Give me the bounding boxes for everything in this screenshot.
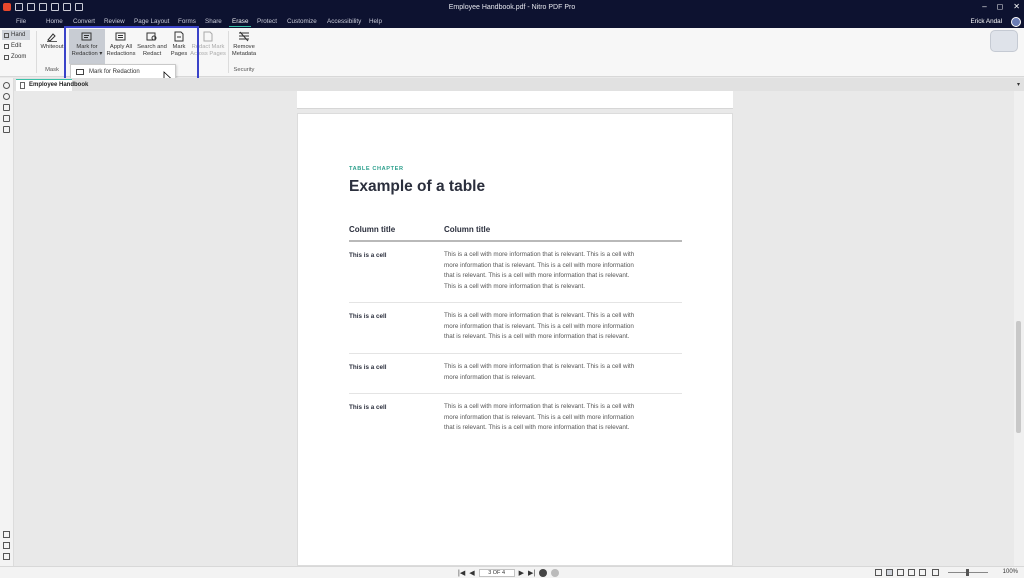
table-row-divider (349, 393, 682, 394)
remove-metadata-label-2: Metadata (231, 50, 257, 57)
column-header-1: Column title (349, 225, 396, 234)
tab-list-chevron-icon[interactable]: ▾ (1016, 82, 1020, 88)
page-number-field[interactable]: 3 OF 4 (479, 569, 515, 577)
table-cell-text (444, 250, 676, 292)
cell-line: more information that is relevant. (444, 373, 536, 381)
mark-redaction-label-1: Mark for (76, 44, 98, 50)
first-page-icon[interactable]: |◀ (458, 570, 466, 577)
group-security-label: Security (233, 67, 255, 73)
last-page-icon[interactable]: ▶| (527, 570, 536, 577)
document-icon (20, 82, 25, 89)
hand-label: Hand (11, 32, 26, 38)
cell-line: more information that is relevant. This is a cell with more information (444, 413, 634, 421)
window-title: Employee Handbook.pdf - Nitro PDF Pro (448, 4, 576, 11)
settings-icon[interactable] (3, 82, 10, 89)
remove-metadata-icon (238, 31, 250, 42)
side-tools (2, 30, 30, 63)
search-icon[interactable] (3, 93, 10, 100)
single-page-view-icon[interactable] (875, 569, 882, 576)
status-bar (0, 566, 1024, 578)
group-mask-label: Mask (45, 67, 59, 73)
scrollbar-thumb[interactable] (1016, 321, 1021, 433)
cell-line: more information that is relevant. This is a cell with more information (444, 261, 634, 269)
chapter-label: TABLE CHAPTER (349, 166, 404, 172)
dropdown-item-label: Mark for Redaction (89, 69, 140, 75)
column-header-2: Column title (444, 225, 491, 234)
cell-line: more information that is relevant. This is a cell with more information (444, 322, 634, 330)
edit-icon (4, 44, 9, 49)
fit-page-icon[interactable] (919, 569, 926, 576)
layers-icon[interactable] (3, 553, 10, 560)
whiteout-button[interactable] (39, 31, 65, 51)
maximize-button[interactable]: ◻ (996, 2, 1004, 11)
apply-all-label-2: Redactions (106, 50, 136, 57)
remove-metadata-button[interactable] (229, 31, 259, 57)
close-button[interactable]: ✕ (1013, 2, 1020, 11)
minimize-button[interactable]: – (982, 2, 987, 11)
redact-across-label-2: Across Pages (190, 50, 226, 57)
zoom-level[interactable]: 100% (1002, 569, 1018, 575)
document-tab-strip (14, 78, 1024, 91)
cell-line: that is relevant. This is a cell with more information that is relevant. (444, 272, 630, 280)
page-title: Example of a table (349, 178, 486, 195)
table-cell-text (444, 311, 676, 343)
previous-page-icon[interactable]: ◀ (469, 570, 475, 577)
table-cell-label: This is a cell (349, 313, 387, 320)
continuous-view-icon[interactable] (886, 569, 893, 576)
menu-erase[interactable]: Erase (232, 18, 249, 25)
table-cell-label: This is a cell (349, 404, 387, 411)
mark-redaction-label-2: Redaction (71, 50, 98, 57)
table-cell-text (444, 402, 676, 434)
assistant-icon[interactable] (990, 30, 1018, 52)
cell-line: This is a cell with more information that is relevant. This is a cell with (444, 251, 635, 258)
menu-share[interactable]: Share (205, 18, 222, 25)
menu-protect[interactable]: Protect (257, 18, 277, 25)
table-cell-text (444, 362, 676, 383)
table-cell-label: This is a cell (349, 252, 387, 259)
search-redact-label-1: Search and (137, 44, 167, 50)
lock-icon[interactable] (3, 126, 10, 133)
chevron-down-icon: ▾ (97, 50, 103, 57)
whiteout-label: Whiteout (40, 44, 64, 50)
cell-line: This is a cell with more information that is relevant. This is a cell with (444, 363, 635, 370)
facing-view-icon[interactable] (897, 569, 904, 576)
hand-icon (4, 33, 9, 38)
menu-customize[interactable]: Customize (287, 18, 317, 25)
cell-line: This is a cell with more information that is relevant. (444, 282, 586, 290)
avatar[interactable] (1011, 17, 1021, 27)
redact-across-icon (202, 31, 214, 42)
next-page-icon[interactable]: ▶ (518, 570, 524, 577)
apply-all-label-1: Apply All (109, 44, 133, 50)
zoom-label: Zoom (11, 54, 27, 60)
full-screen-icon[interactable] (932, 569, 939, 576)
redact-across-label-1: Redact Mark (191, 44, 225, 50)
edit-tool[interactable] (2, 41, 30, 51)
hand-tool[interactable] (2, 30, 30, 40)
zoom-icon (4, 55, 9, 60)
menu-review[interactable]: Review (104, 18, 125, 25)
mark-pages-label-2: Pages (170, 50, 188, 57)
back-view-icon[interactable] (539, 569, 547, 577)
attachment-icon[interactable] (3, 542, 10, 549)
fit-width-icon[interactable] (908, 569, 915, 576)
forward-view-icon[interactable] (551, 569, 559, 577)
tab-employee-handbook[interactable] (16, 79, 89, 91)
tag-icon[interactable] (3, 115, 10, 122)
window-controls (982, 2, 1020, 11)
whiteout-icon (46, 31, 58, 42)
zoom-tool[interactable] (2, 52, 30, 62)
left-navigation-rail (0, 78, 14, 566)
previous-page-bottom (297, 91, 733, 109)
cell-line: that is relevant. This is a cell with more information that is relevant. (444, 424, 630, 432)
table-row-divider (349, 302, 682, 303)
menu-page-layout[interactable]: Page Layout (134, 18, 170, 25)
ribbon-separator (36, 31, 37, 73)
page-navigation (458, 569, 559, 577)
document-canvas (15, 91, 1014, 566)
table-header-rule (349, 240, 682, 242)
bookmark-icon[interactable] (3, 104, 10, 111)
cell-line: This is a cell with more information that is relevant. This is a cell with (444, 403, 635, 410)
remove-metadata-label-1: Remove (233, 44, 255, 50)
table-row-divider (349, 353, 682, 354)
menu-forms[interactable]: Forms (178, 18, 196, 25)
cell-line: This is a cell with more information that is relevant. This is a cell with (444, 312, 635, 319)
comment-icon[interactable] (3, 531, 10, 538)
title-bar (0, 0, 1024, 17)
user-name[interactable]: Erick Andal (970, 18, 1002, 25)
tab-label: Employee Handbook (29, 82, 89, 88)
search-redact-label-2: Redact (142, 50, 162, 57)
table-cell-label: This is a cell (349, 364, 387, 371)
pdf-page (297, 113, 733, 566)
mark-pages-label-1: Mark (172, 44, 186, 50)
menu-accessibility[interactable]: Accessibility (327, 18, 362, 25)
zoom-slider-handle[interactable] (966, 569, 969, 576)
cell-line: that is relevant. This is a cell with more information that is relevant. (444, 333, 630, 341)
edit-label: Edit (11, 43, 22, 49)
vertical-scrollbar[interactable] (1014, 91, 1024, 566)
menu-home[interactable]: Home (46, 18, 63, 25)
menu-convert[interactable]: Convert (73, 18, 96, 25)
menu-file[interactable]: File (16, 18, 27, 25)
menu-help[interactable]: Help (369, 18, 382, 25)
